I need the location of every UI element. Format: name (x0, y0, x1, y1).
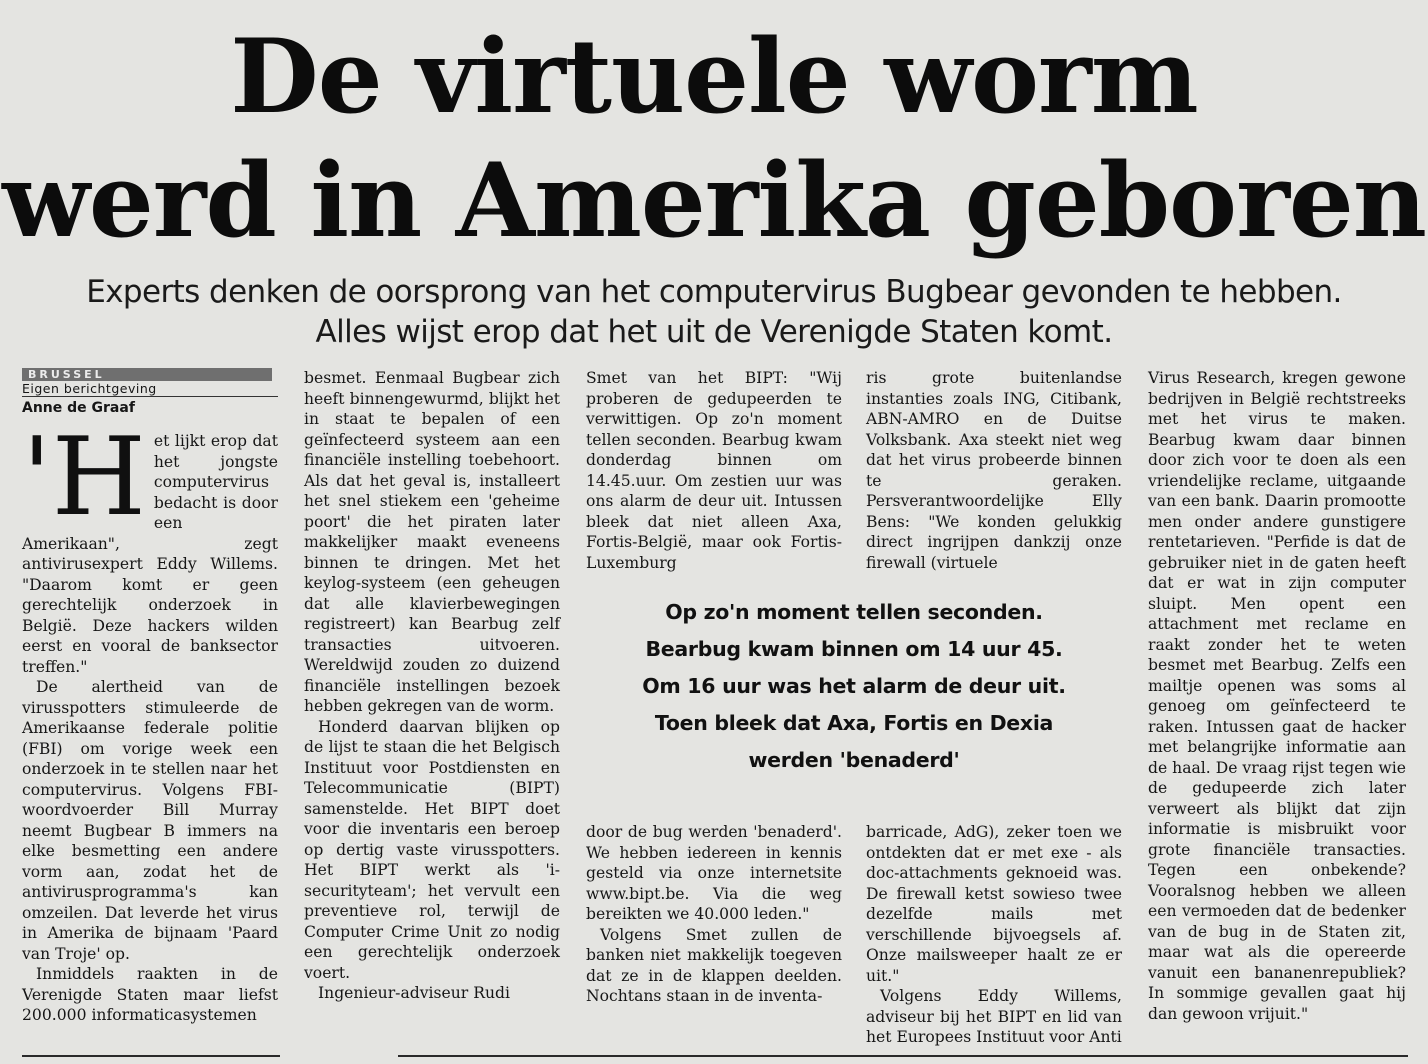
bottom-rule-right (398, 1055, 1408, 1057)
article-column-3-bottom (586, 822, 842, 1007)
paragraph: besmet. Eenmaal Bugbear zich heeft binnengewurmd, blijkt het in staat te bepalen of een geïnfecteerd systeem aan een financiële instelling toebehoort. Als dat het geval is, installeert het snel stiekem een 'geheime poort' die het piraten later makkelijker maakt eveneens binnen te dringen. Met het keylog-systeem (een geheugen dat alle klavierbewegingen registreert) kan Bearbug zelf transacties uitvoeren. Wereldwijd zouden zo duizend financiële instellingen bezoek hebben gekregen van de worm. (304, 369, 560, 715)
headline-line-1: De virtuele worm (230, 17, 1198, 137)
paragraph: Ingenieur-adviseur Rudi (318, 984, 510, 1002)
paragraph: Honderd daarvan blijken op de lijst te staan die het Belgisch Instituut voor Postdiensten en Telecommunicatie (BIPT) samenstelde. Het BIPT doet voor die inventaris een beroep op dertig vaste virusspotters. Het BIPT werkt als 'i-securityteam'; het vervult een preventieve rol, terwijl de Computer Crime Unit zo nodig een gerechtelijk onderzoek voert. (304, 717, 560, 982)
article-column-3-top (586, 368, 842, 573)
paragraph-text: et lijkt erop dat het jongste computervirus bedacht is door een Amerikaan", zegt antivirusexpert Eddy Willems. "Daarom komt er geen gerechtelijk onderzoek in België. Deze hackers wilden eerst en vooral de banksector treffen." (22, 432, 278, 676)
source-line: Eigen berichtgeving (22, 381, 278, 397)
paragraph: barricade, AdG), zeker toen we ontdekten dat er met exe - als doc-attachments geknoeid was. De firewall ketst sowieso twee dezelfde mails met verschillende bijvoegsels af. Onze mailsweeper haalt ze er uit." (866, 823, 1122, 985)
paragraph: De alertheid van de virusspotters stimuleerde de Amerikaanse federale politie (FBI) om vorige week een onderzoek in te stellen naar het computervirus. Volgens FBI-woordvoerder Bill Murray neemt Bugbear B immers na elke besmetting een andere vorm aan, zodat het de antivirusprogramma's kan omzeilen. Dat leverde het virus in Amerika de bijnaam 'Paard van Troje' op. (22, 678, 278, 963)
dateline: BRUSSEL (22, 368, 272, 381)
pull-quote-line: Toen bleek dat Axa, Fortis en Dexia (654, 711, 1054, 735)
bottom-rule-left (22, 1055, 280, 1057)
headline-line-2: werd in Amerika geboren (2, 141, 1426, 261)
article-column-4-top (866, 368, 1122, 573)
paragraph: Smet van het BIPT: "Wij proberen de gedupeerden te verwittigen. Op zo'n moment tellen seconden. Bearbug kwam donderdag binnen om 14.45.uur. Om zestien uur was ons alarm de deur uit. Intussen bleek dat niet alleen Axa, Fortis-België, maar ook Fortis-Luxemburg (586, 369, 842, 572)
paragraph: ris grote buitenlandse instanties zoals ING, Citibank, ABN-AMRO en de Duitse Volksbank. Axa steekt niet weg dat het virus probeerde binnen te geraken. Persverantwoordelijke Elly Bens: "We konden gelukkig direct ingrijpen dankzij onze firewall (virtuele (866, 369, 1122, 572)
paragraph: Volgens Eddy Willems, adviseur bij het BIPT en lid van het Europees Instituut voor Anti (866, 987, 1122, 1046)
pull-quote-line: werden 'benaderd' (748, 748, 960, 772)
paragraph: Inmiddels raakten in de Verenigde Staten maar liefst 200.000 informaticasystemen (22, 965, 278, 1024)
article-column-4-bottom (866, 822, 1122, 1048)
paragraph (22, 415, 278, 677)
paragraph: Virus Research, kregen gewone bedrijven in België rechtstreeks met het virus te maken. Bearbug kwam daar binnen door zich voor te doen als een vriendelijke reclame, uitgaande van een bank. Daarin promootte men onder andere gunstigere rentetarieven. "Perfide is dat de gebruiker niet in de gaten heeft dat er wat in zijn computer sluipt. Men opent een attachment met reclame en raakt zonder het te weten besmet met Bearbug. Zelfs een mailtje openen was soms al genoeg om geïnfecteerd te raken. Intussen gaat de hacker met belangrijke informatie aan de haal. De vraag rijst tegen wie de gedupeerde zich later verweert als blijkt dat zijn informatie is misbruikt voor grote financiële transacties. Tegen een onbekende? Vooralsnog hebben we alleen een vermoeden dat de bedenker van de bug in de Staten zit, maar wat als die opereerde vanuit een bananenrepubliek? In sommige gevallen gaat hij dan gewoon vrijuit." (1148, 369, 1406, 1023)
pull-quote-line: Om 16 uur was het alarm de deur uit. (642, 674, 1066, 698)
deck-line-2: Alles wijst erop dat het uit de Verenigde Staten komt. (315, 314, 1113, 350)
deck-line-1: Experts denken de oorsprong van het computervirus Bugbear gevonden te hebben. (86, 274, 1342, 310)
byline: Anne de Graaf (22, 400, 135, 416)
paragraph: Volgens Smet zullen de banken niet makkelijk toegeven dat ze in de klappen deelden. Nochtans staan in de inventa- (586, 925, 842, 1005)
article-column-5 (1148, 368, 1406, 1024)
paragraph: door de bug werden 'benaderd'. We hebben iedereen in kennis gesteld via onze internetsite www.bipt.be. Via die weg bereikten we 40.000 leden." (586, 823, 842, 923)
article-column-2 (304, 368, 560, 1004)
pull-quote (586, 594, 1122, 779)
pull-quote-line: Bearbug kwam binnen om 14 uur 45. (645, 637, 1063, 661)
pull-quote-line: Op zo'n moment tellen seconden. (665, 600, 1043, 624)
drop-cap: 'H (22, 415, 146, 540)
article-column-1 (22, 368, 278, 1026)
